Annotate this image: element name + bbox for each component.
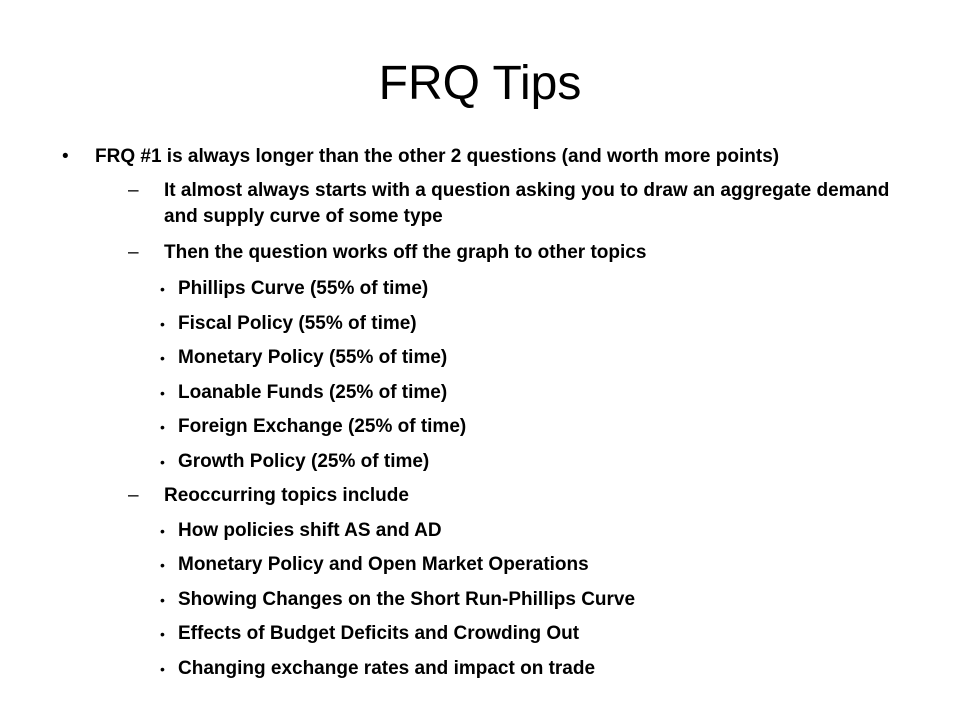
bullet-marker: •	[160, 350, 165, 366]
topic-phillips-curve: Phillips Curve (55% of time)	[178, 278, 429, 299]
topic-loanable-funds: Loanable Funds (25% of time)	[178, 382, 448, 403]
slide-title: FRQ Tips	[378, 57, 582, 110]
bullet-marker: •	[160, 661, 165, 677]
bullet-marker: •	[160, 454, 165, 470]
topic-open-market-operations: Monetary Policy and Open Market Operations	[178, 554, 589, 575]
bullet-marker: •	[160, 316, 165, 332]
dash-marker: –	[128, 242, 139, 263]
bullet-marker: •	[160, 557, 165, 573]
bullet-marker: •	[160, 419, 165, 435]
topic-short-run-phillips: Showing Changes on the Short Run-Phillips Curve	[178, 589, 636, 610]
bullet-works-off-graph: Then the question works off the graph to other topics	[164, 242, 647, 263]
bullet-reoccurring-topics: Reoccurring topics include	[164, 485, 409, 506]
bullet-marker: •	[160, 523, 165, 539]
dash-marker: –	[128, 485, 139, 506]
topic-monetary-policy: Monetary Policy (55% of time)	[178, 347, 448, 368]
bullet-aggregate-demand: It almost always starts with a question asking you to draw an aggregate demand and supply curve of some type	[164, 180, 890, 227]
topic-fiscal-policy: Fiscal Policy (55% of time)	[178, 313, 417, 334]
dash-marker: –	[128, 180, 139, 201]
bullet-marker: •	[62, 146, 69, 167]
bullet-marker: •	[160, 385, 165, 401]
topic-foreign-exchange: Foreign Exchange (25% of time)	[178, 416, 467, 437]
bullet-frq1-length: FRQ #1 is always longer than the other 2 questions (and worth more points)	[95, 146, 780, 167]
topic-budget-deficits: Effects of Budget Deficits and Crowding Out	[178, 623, 580, 644]
topic-growth-policy: Growth Policy (25% of time)	[178, 451, 430, 472]
bullet-marker: •	[160, 281, 165, 297]
bullet-marker: •	[160, 626, 165, 642]
topic-exchange-rates: Changing exchange rates and impact on trade	[178, 658, 596, 679]
bullet-marker: •	[160, 592, 165, 608]
topic-shift-as-ad: How policies shift AS and AD	[178, 520, 442, 541]
